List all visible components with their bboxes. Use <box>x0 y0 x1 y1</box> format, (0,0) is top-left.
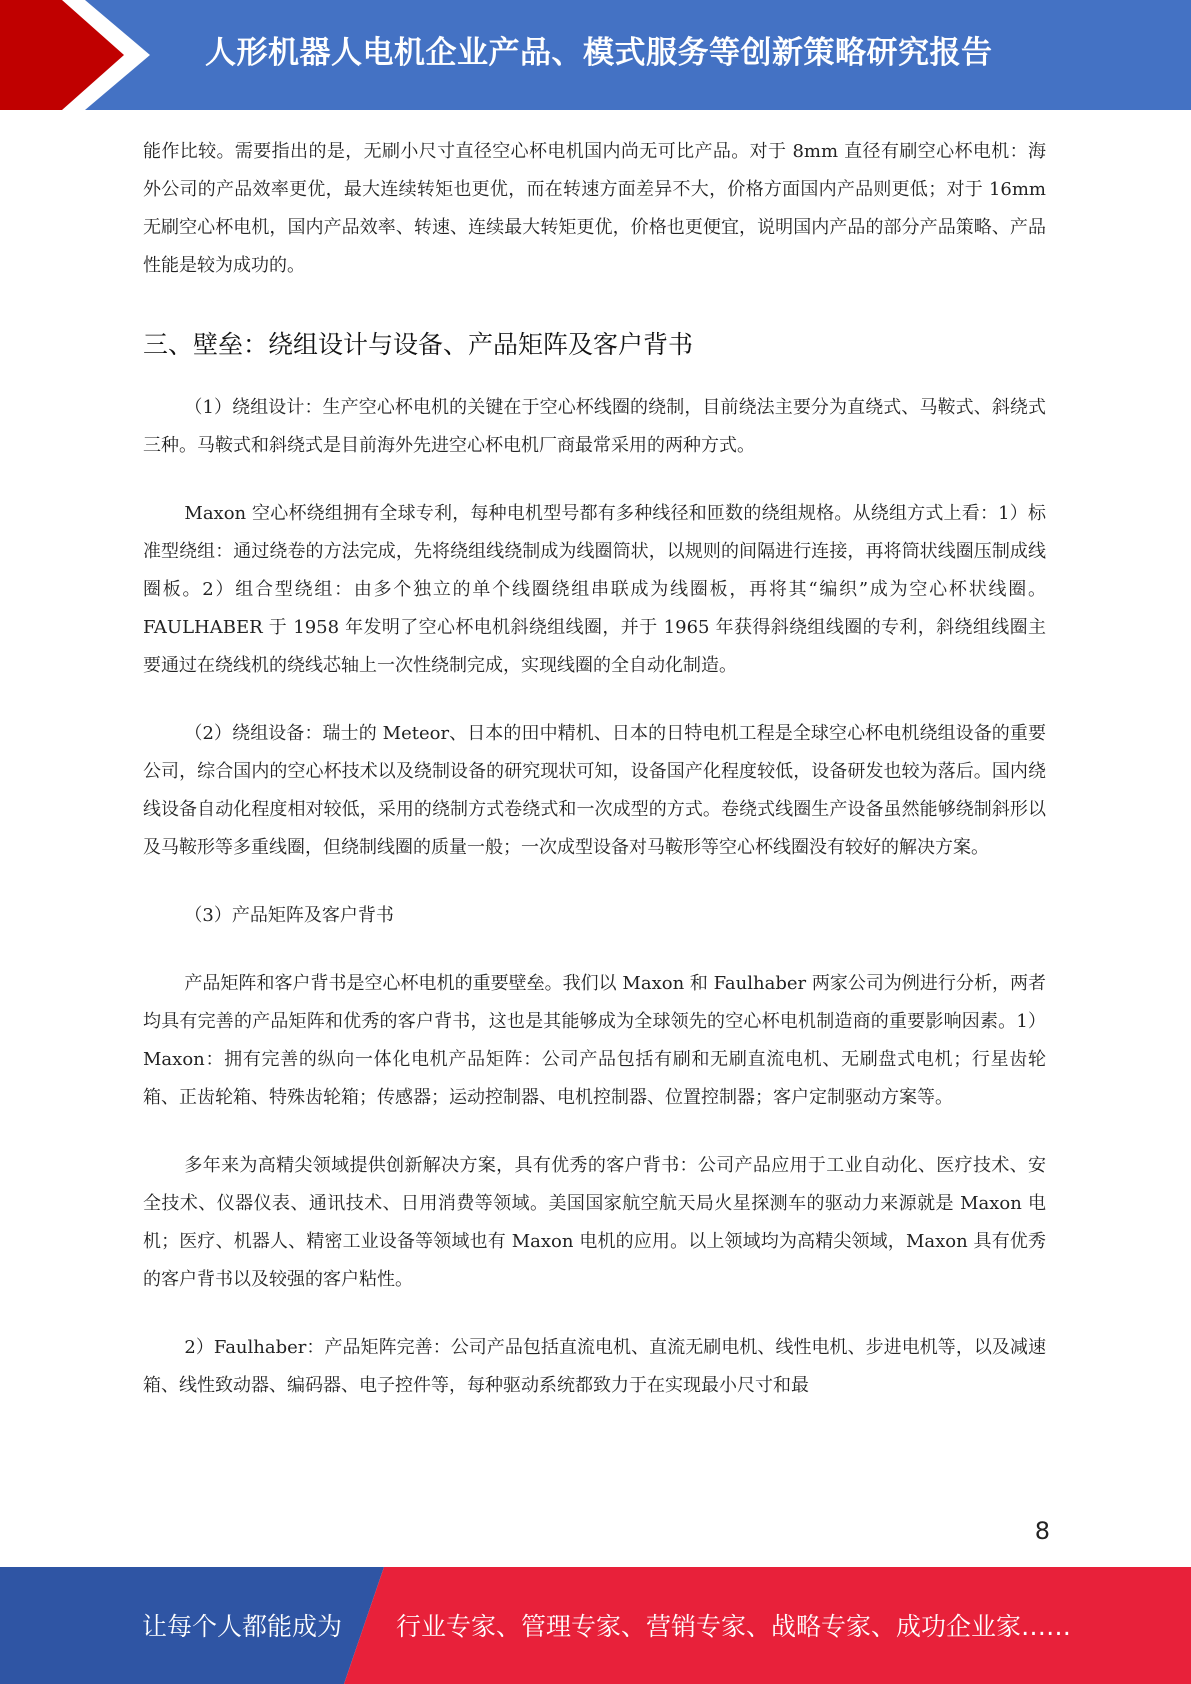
section-heading: 三、壁垒：绕组设计与设备、产品矩阵及客户背书 <box>143 330 694 359</box>
document-body <box>143 133 1046 1405</box>
footer-slogan-right: 行业专家、管理专家、营销专家、战略专家、成功企业家…… <box>396 1612 1072 1641</box>
header-arrow-icon <box>0 0 150 110</box>
paragraph-customer-endorsement: 多年来为高精尖领域提供创新解决方案，具有优秀的客户背书：公司产品应用于工业自动化、医疗技术、安全技术、仪器仪表、通讯技术、日用消费等领域。美国国家航空航天局火星探测车的驱动力来源就是 Maxon 电机；医疗、机器人、精密工业设备等领域也有 Maxon 电机的应用。以上领域均为高精尖领域，Maxon 具有优秀的客户背书以及较强的客户粘性。 <box>143 1155 1046 1290</box>
report-title: 人形机器人电机企业产品、模式服务等创新策略研究报告 <box>205 35 993 71</box>
paragraph-maxon-winding: Maxon 空心杯绕组拥有全球专利，每种电机型号都有多种线径和匝数的绕组规格。从绕组方式上看：1）标准型绕组：通过绕卷的方法完成，先将绕组线绕制成为线圈筒状，以规则的间隔进行连接，再将筒状线圈压制成线圈板。2）组合型绕组：由多个独立的单个线圈绕组串联成为线圈板，再将其“编织”成为空心杯状线圈。FAULHABER 于 1958 年发明了空心杯电机斜绕组线圈，并于 1965 年获得斜绕组线圈的专利，斜绕组线圈主要通过在绕线机的绕线芯轴上一次性绕制完成，实现线圈的全自动化制造。 <box>143 503 1046 676</box>
intro-paragraph: 能作比较。需要指出的是，无刷小尺寸直径空心杯电机国内尚无可比产品。对于 8mm 直径有刷空心杯电机：海外公司的产品效率更优，最大连续转矩也更优，而在转速方面差异不大，价格方面国内产品则更低；对于 16mm 无刷空心杯电机，国内产品效率、转速、连续最大转矩更优，价格也更便宜，说明国内产品的部分产品策略、产品性能是较为成功的。 <box>143 141 1046 276</box>
paragraph-winding-design: （1）绕组设计：生产空心杯电机的关键在于空心杯线圈的绕制，目前绕法主要分为直绕式、马鞍式、斜绕式三种。马鞍式和斜绕式是目前海外先进空心杯电机厂商最常采用的两种方式。 <box>143 397 1046 456</box>
page-number: 8 <box>1034 1517 1050 1545</box>
paragraph-product-matrix: 产品矩阵和客户背书是空心杯电机的重要壁垒。我们以 Maxon 和 Faulhaber 两家公司为例进行分析，两者均具有完善的产品矩阵和优秀的客户背书，这也是其能够成为全球领先的空心杯电机制造商的重要影响因素。1）Maxon：拥有完善的纵向一体化电机产品矩阵：公司产品包括有刷和无刷直流电机、无刷盘式电机；行星齿轮箱、正齿轮箱、特殊齿轮箱；传感器；运动控制器、电机控制器、位置控制器；客户定制驱动方案等。 <box>143 973 1046 1108</box>
paragraph-faulhaber: 2）Faulhaber：产品矩阵完善：公司产品包括直流电机、直流无刷电机、线性电机、步进电机等，以及减速箱、线性致动器、编码器、电子控件等，每种驱动系统都致力于在实现最小尺寸和最 <box>143 1337 1046 1396</box>
subheading-product-matrix: （3）产品矩阵及客户背书 <box>184 905 394 926</box>
footer-slogan-left: 让每个人都能成为 <box>142 1612 343 1641</box>
page-header <box>0 0 1191 110</box>
page-footer <box>0 1567 1191 1684</box>
paragraph-winding-equipment: （2）绕组设备：瑞士的 Meteor、日本的田中精机、日本的日特电机工程是全球空心杯电机绕组设备的重要公司，综合国内的空心杯技术以及绕制设备的研究现状可知，设备国产化程度较低，设备研发也较为落后。国内绕线设备自动化程度相对较低，采用的绕制方式卷绕式和一次成型的方式。卷绕式线圈生产设备虽然能够绕制斜形以及马鞍形等多重线圈，但绕制线圈的质量一般；一次成型设备对马鞍形等空心杯线圈没有较好的解决方案。 <box>143 723 1046 858</box>
